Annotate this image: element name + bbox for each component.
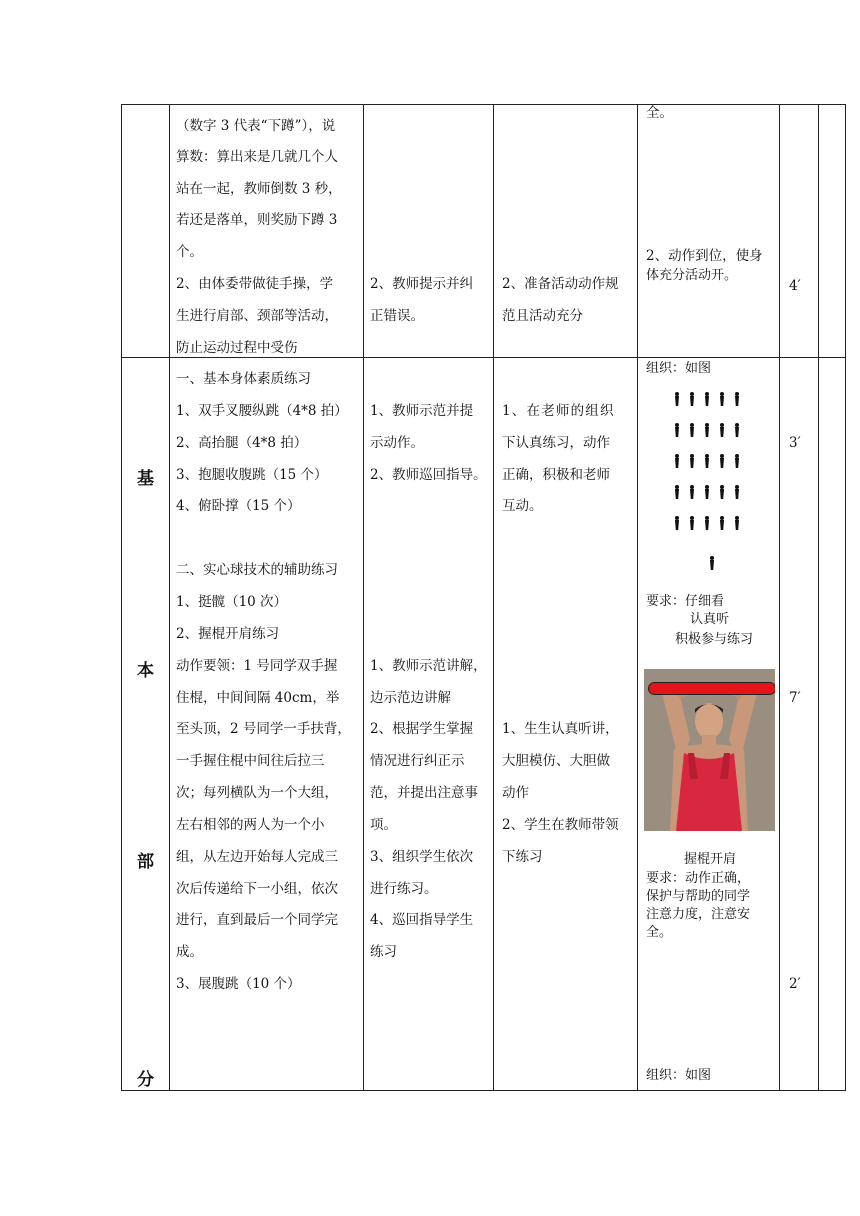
text-line: 3、展腹跳（10 个） — [176, 976, 301, 992]
teacher-activity-line: 范，并提出注意事 — [370, 785, 478, 801]
teacher-activity-line: 情况进行纠正示 — [370, 753, 465, 769]
text-line: 3、抱腿收腹跳（15 个） — [176, 467, 328, 483]
student-figure — [689, 516, 695, 530]
student-figure — [704, 516, 710, 530]
time-value: 7′ — [789, 690, 801, 706]
organization-text: 全。 — [646, 105, 673, 121]
text-line: 次；每列横队为一个大组， — [176, 785, 338, 801]
requirement-line: 认真听 — [690, 612, 730, 627]
student-figure — [734, 516, 740, 530]
text-line: 4、俯卧撑（15 个） — [176, 498, 301, 514]
student-figure — [719, 454, 725, 468]
student-figure — [674, 516, 680, 530]
requirement-line: 2、动作到位，使身 — [646, 248, 763, 264]
table-divider — [779, 104, 780, 1091]
text-line: 若还是落单，则奖励下蹲 3 — [176, 212, 338, 228]
teacher-activity-line: 3、组织学生依次 — [370, 849, 474, 865]
student-activity-line: 大胆模仿、大胆做 — [502, 753, 610, 769]
organization-text: 组织：如图 — [646, 361, 712, 376]
text-line: 2、高抬腿（4*8 拍） — [176, 435, 308, 451]
requirement-line: 要求：动作正确， — [646, 871, 751, 886]
student-activity-line: 2、学生在教师带领 — [502, 817, 619, 833]
text-line: 至头顶，2 号同学一手扶背， — [176, 721, 351, 737]
student-figure — [734, 423, 740, 437]
table-border-bottom — [121, 1090, 846, 1091]
time-value: 2′ — [789, 976, 801, 992]
requirement-line: 注意力度，注意安 — [646, 907, 751, 922]
teacher-activity-line: 边示范边讲解 — [370, 690, 451, 706]
student-activity-line: 下认真练习，动作 — [502, 435, 610, 451]
teacher-activity-line: 练习 — [370, 944, 397, 960]
text-line: 成。 — [176, 944, 203, 960]
photo-caption: 握棍开肩 — [684, 852, 737, 867]
text-line: 组，从左边开始每人完成三 — [176, 849, 338, 865]
table-border-top — [121, 104, 846, 105]
section-label-char: 分 — [137, 1070, 154, 1090]
student-figure — [719, 485, 725, 499]
text-line: 防止运动过程中受伤 — [176, 340, 298, 356]
student-figure — [734, 392, 740, 406]
text-line: 左右相邻的两人为一个小 — [176, 817, 325, 833]
table-border-right — [845, 104, 846, 1091]
text-line: 2、由体委带做徒手操，学 — [176, 276, 334, 292]
student-activity-line: 正确，积极和老师 — [502, 467, 610, 483]
student-figure — [719, 392, 725, 406]
student-figure — [689, 423, 695, 437]
stick-prop — [648, 682, 775, 695]
student-activity-line: 互动。 — [502, 498, 543, 514]
student-activity-line: 2、准备活动动作规 — [502, 276, 619, 292]
requirement-line: 积极参与练习 — [675, 632, 754, 647]
text-line: 住棍，中间间隔 40cm，举 — [176, 690, 340, 706]
table-divider — [637, 104, 638, 1091]
student-figure — [719, 516, 725, 530]
student-figure — [689, 454, 695, 468]
requirement-line: 要求：仔细看 — [646, 594, 725, 609]
table-border-left — [121, 104, 122, 1091]
requirement-line: 保护与帮助的同学 — [646, 889, 751, 904]
student-figure — [674, 423, 680, 437]
table-divider — [818, 104, 819, 1091]
student-activity-line: 下练习 — [502, 849, 543, 865]
requirement-line: 全。 — [646, 925, 673, 940]
table-divider — [493, 104, 494, 1091]
student-figure — [674, 485, 680, 499]
student-figure — [734, 454, 740, 468]
teacher-activity-line: 示动作。 — [370, 435, 424, 451]
student-figure — [689, 392, 695, 406]
text-line: 动作要领：1 号同学双手握 — [176, 658, 338, 674]
text-line: 1、挺髋（10 次） — [176, 594, 288, 610]
table-divider — [363, 104, 364, 1091]
teacher-activity-line: 2、根据学生掌握 — [370, 721, 474, 737]
table-divider — [169, 104, 170, 1091]
time-value: 3′ — [789, 435, 801, 451]
text-line: 一、基本身体素质练习 — [176, 371, 311, 387]
stick-shoulder-stretch-photo — [644, 669, 775, 831]
teacher-activity-line: 进行练习。 — [370, 881, 438, 897]
teacher-activity-line: 2、教师巡回指导。 — [370, 467, 487, 483]
formation-diagram — [672, 392, 752, 577]
student-figure — [704, 454, 710, 468]
student-figure — [704, 392, 710, 406]
requirement-line: 体充分活动开。 — [646, 268, 738, 283]
section-label-char: 基 — [137, 469, 154, 489]
student-figure — [734, 485, 740, 499]
student-figure — [704, 485, 710, 499]
student-figure — [674, 392, 680, 406]
text-line: 个。 — [176, 244, 203, 260]
section-label-char: 本 — [137, 661, 154, 681]
student-activity-line: 动作 — [502, 785, 529, 801]
student-activity-line: 范且活动充分 — [502, 308, 583, 324]
teacher-activity-line: 1、教师示范讲解， — [370, 658, 487, 674]
student-figure — [704, 423, 710, 437]
text-line: 生进行肩部、颈部等活动， — [176, 308, 338, 324]
organization-text: 组织：如图 — [646, 1068, 712, 1083]
teacher-activity-line: 项。 — [370, 817, 397, 833]
text-line: 次后传递给下一小组，依次 — [176, 881, 338, 897]
text-line: 2、握棍开肩练习 — [176, 626, 280, 642]
student-activity-line: 1、在老师的组织 — [502, 403, 615, 419]
student-figure — [674, 454, 680, 468]
text-line: 站在一起，教师倒数 3 秒， — [176, 181, 342, 197]
teacher-activity-line: 1、教师示范并提 — [370, 403, 474, 419]
text-line: 算数：算出来是几就几个人 — [176, 149, 338, 165]
student-figure — [719, 423, 725, 437]
text-line: 二、实心球技术的辅助练习 — [176, 562, 338, 578]
student-activity-line: 1、生生认真听讲， — [502, 721, 619, 737]
text-line: 1、双手叉腰纵跳（4*8 拍） — [176, 403, 348, 419]
teacher-activity-line: 4、巡回指导学生 — [370, 912, 474, 928]
section-label-char: 部 — [137, 852, 154, 872]
teacher-activity-line: 正错误。 — [370, 308, 424, 324]
text-line: 进行，直到最后一个同学完 — [176, 912, 338, 928]
time-value: 4′ — [789, 278, 801, 294]
text-line: （数字 3 代表“下蹲”），说 — [176, 118, 336, 134]
teacher-figure — [709, 556, 715, 570]
student-figure — [689, 485, 695, 499]
text-line: 一手握住棍中间往后拉三 — [176, 753, 325, 769]
teacher-activity-line: 2、教师提示并纠 — [370, 276, 474, 292]
